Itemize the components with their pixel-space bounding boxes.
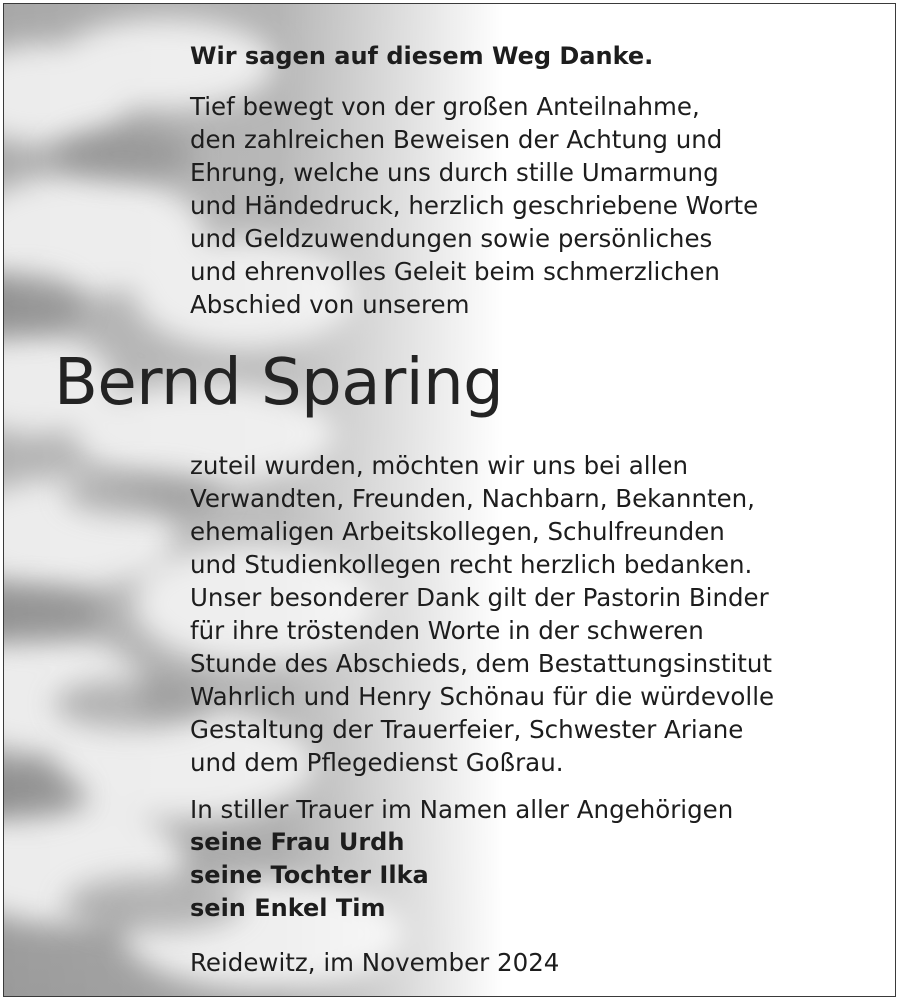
mourner-name: seine Frau Urdh — [190, 828, 405, 856]
thanks-line: Unser besonderer Dank gilt der Pastorin Binder — [190, 583, 769, 612]
signoff: In stiller Trauer im Namen aller Angehörigen — [190, 795, 734, 824]
thanks-line: für ihre tröstenden Worte in der schweren — [190, 616, 704, 645]
thanks-line: zuteil wurden, möchten wir uns bei allen — [190, 451, 689, 480]
obituary-notice — [3, 3, 896, 997]
mourner-name: sein Enkel Tim — [190, 894, 386, 922]
intro-line: und ehrenvolles Geleit beim schmerzlichen — [190, 257, 720, 286]
heading: Wir sagen auf diesem Weg Danke. — [190, 42, 654, 70]
place-date: Reidewitz, im November 2024 — [190, 948, 560, 977]
thanks-line: ehemaligen Arbeitskollegen, Schulfreunden — [190, 517, 725, 546]
intro-line: den zahlreichen Beweisen der Achtung und — [190, 125, 723, 154]
thanks-line: und Studienkollegen recht herzlich bedanken. — [190, 550, 753, 579]
thanks-line: Stunde des Abschieds, dem Bestattungsinstitut — [190, 649, 773, 678]
intro-line: und Geldzuwendungen sowie persönliches — [190, 224, 713, 253]
thanks-line: Verwandten, Freunden, Nachbarn, Bekannten, — [190, 484, 755, 513]
thanks-line: Gestaltung der Trauerfeier, Schwester Ariane — [190, 715, 744, 744]
thanks-paragraph — [190, 449, 774, 779]
intro-line: und Händedruck, herzlich geschriebene Worte — [190, 191, 759, 220]
deceased-name: Bernd Sparing — [54, 346, 504, 420]
thanks-line: Wahrlich und Henry Schönau für die würdevolle — [190, 682, 775, 711]
thanks-line: und dem Pflegedienst Goßrau. — [190, 748, 564, 777]
mourner-name: seine Tochter Ilka — [190, 861, 429, 889]
intro-line: Ehrung, welche uns durch stille Umarmung — [190, 158, 719, 187]
intro-line: Abschied von unserem — [190, 290, 470, 319]
intro-paragraph — [190, 90, 758, 321]
intro-line: Tief bewegt von der großen Anteilnahme, — [190, 92, 700, 121]
